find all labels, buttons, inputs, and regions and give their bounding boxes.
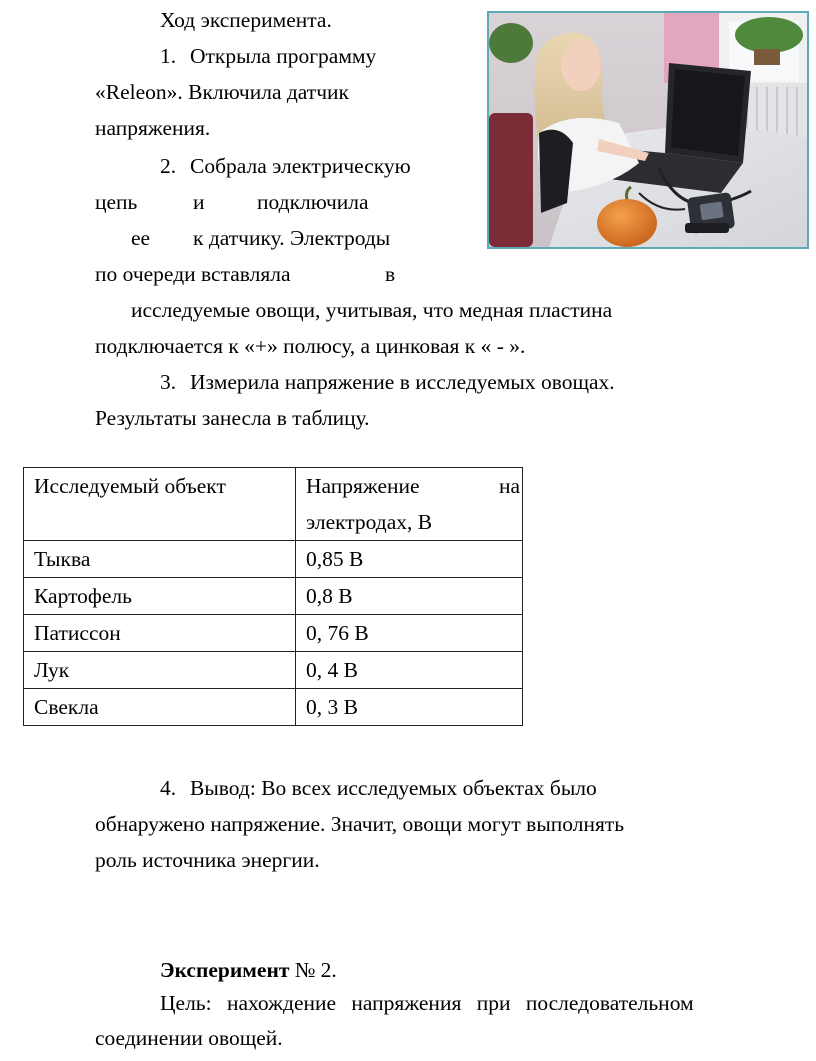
experiment-photo (487, 11, 809, 249)
step-4-number: 4. (160, 776, 177, 800)
table-row (24, 578, 523, 615)
table-cell-voltage: 0,85 В (296, 541, 523, 578)
step-2-word-2: и (193, 190, 205, 214)
results-table (23, 467, 523, 726)
table-cell-object: Лук (24, 652, 296, 689)
step-2-line-4b: в (385, 262, 396, 286)
step-3-line-2: Результаты занесла в таблицу. (95, 406, 370, 430)
table-row (24, 689, 523, 726)
goal-text-line-1: Цель: нахождение напряжения при последовательном (160, 991, 694, 1015)
step-4-line-1 (160, 770, 597, 806)
table-header-object: Исследуемый объект (24, 468, 296, 541)
procedure-heading: Ход эксперимента. (160, 8, 332, 32)
step-4-line-2: обнаружено напряжение. Значит, овощи могут выполнять (95, 812, 625, 836)
table-header-voltage (296, 468, 523, 541)
step-2-line-6: подключается к «+» полюсу, а цинковая к « - ». (95, 334, 526, 358)
table-cell-object: Свекла (24, 689, 296, 726)
table-header-row (24, 468, 523, 541)
step-2-line-4a: по очереди вставляла (95, 262, 291, 286)
step-4-line-3: роль источника энергии. (95, 848, 320, 872)
step-3-number: 3. (160, 370, 177, 394)
table-row (24, 615, 523, 652)
experiment-2-heading (160, 952, 337, 988)
table-cell-object: Патиссон (24, 615, 296, 652)
step-2-word-1: цепь (95, 190, 138, 214)
table-cell-voltage: 0, 76 В (296, 615, 523, 652)
step-2-word-3: подключила (257, 190, 369, 214)
step-1-text-a: Открыла программу (190, 44, 377, 68)
step-3-line-1 (160, 364, 615, 400)
step-1-line-1 (160, 38, 376, 74)
table-row (24, 652, 523, 689)
step-2-line-1 (160, 148, 411, 184)
table-header-voltage-line-2: электродах, В (306, 510, 433, 534)
experiment-2-heading-bold: Эксперимент (160, 958, 290, 982)
table-cell-voltage: 0, 4 В (296, 652, 523, 689)
step-1-line-2: «Releon». Включила датчик (95, 80, 349, 104)
table-cell-voltage: 0, 3 В (296, 689, 523, 726)
step-1-line-3: напряжения. (95, 116, 211, 140)
table-cell-object: Картофель (24, 578, 296, 615)
experiment-photo-illustration (489, 13, 807, 247)
step-2-word-4: ее (131, 226, 151, 250)
table-row (24, 541, 523, 578)
table-header-voltage-word-1: Напряжение (306, 474, 420, 498)
goal-line-1 (160, 985, 804, 1021)
step-3-text-a: Измерила напряжение в исследуемых овощах. (190, 370, 615, 394)
goal-line-2: соединении овощей. (95, 1026, 283, 1050)
table-cell-object: Тыква (24, 541, 296, 578)
table-header-voltage-word-2: на (498, 474, 520, 498)
step-2-line-5: исследуемые овощи, учитывая, что медная пластина (131, 298, 613, 322)
table-cell-voltage: 0,8 В (296, 578, 523, 615)
step-2-line-3: к датчику. Электроды (193, 226, 391, 250)
step-4-text-a: Вывод: Во всех исследуемых объектах было (190, 776, 597, 800)
step-2-text-a: Собрала электрическую (190, 154, 411, 178)
step-2-number: 2. (160, 154, 177, 178)
experiment-2-heading-number: № 2. (289, 958, 337, 982)
step-1-number: 1. (160, 44, 177, 68)
